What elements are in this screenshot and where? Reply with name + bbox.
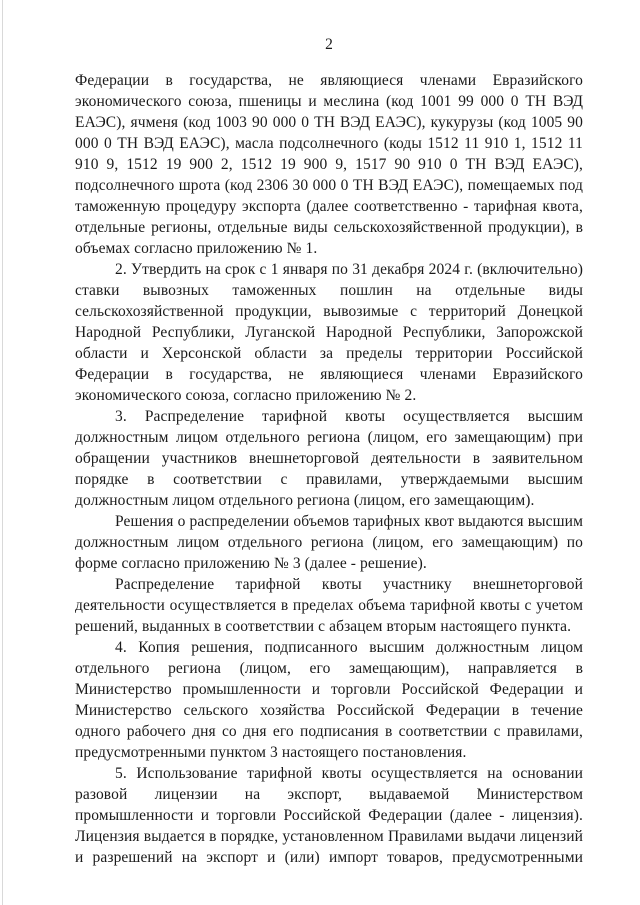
paragraph: 4. Копия решения, подписанного высшим должностным лицом отдельного региона (лицом, его замещающим), направляется в Министерство промышленности и торговли Российской Федерации и Министерство сельского хозяйства Российской Федерации в течение одного рабочего дня со дня его подписания в соответствии с правилами, предусмотренными пунктом 3 настоящего постановления.: [75, 639, 583, 761]
paragraph: 2. Утвердить на срок с 1 января по 31 декабря 2024 г. (включительно) ставки вывозных таможенных пошлин на отдельные виды сельскохозяйственной продукции, вывозимые с территорий Донецкой Народной Республики, Луганской Народной Республики, Запорожской области и Херсонской области за пределы территории Российской Федерации в государства, не являющиеся членами Евразийского экономического союза, согласно приложению № 2.: [75, 261, 583, 404]
paragraph: Решения о распределении объемов тарифных квот выдаются высшим должностным лицом отдельного региона (лицом, его замещающим) по форме согласно приложению № 3 (далее - решение).: [75, 513, 583, 572]
paragraph: Распределение тарифной квоты участнику внешнеторговой деятельности осуществляется в пределах объема тарифной квоты с учетом решений, выданных в соответствии с абзацем вторым настоящего пункта.: [75, 576, 583, 635]
document-body: [75, 70, 583, 868]
scan-edge-line: [2, 0, 3, 905]
paragraph: 3. Распределение тарифной квоты осуществляется высшим должностным лицом отдельного региона (лицом, его замещающим) при обращении участников внешнеторговой деятельности в заявительном порядке в соответствии с правилами, утверждаемыми высшим должностным лицом отдельного региона (лицом, его замещающим).: [75, 408, 583, 509]
paragraph: Федерации в государства, не являющиеся членами Евразийского экономического союза, пшеницы и меслина (код 1001 99 000 0 ТН ВЭД ЕАЭС), ячменя (код 1003 90 000 0 ТН ВЭД ЕАЭС), кукурузы (код 1005 90 000 0 ТН ВЭД ЕАЭС), масла подсолнечного (коды 1512 11 910 1, 1512 11 910 9, 1512 19 900 2, 1512 19 900 9, 1517 90 910 0 ТН ВЭД ЕАЭС), подсолнечного шрота (код 2306 30 000 0 ТН ВЭД ЕАЭС), помещаемых под таможенную процедуру экспорта (далее соответственно - тарифная квота, отдельные регионы, отдельные виды сельскохозяйственной продукции), в объемах согласно приложению № 1.: [75, 72, 583, 257]
paragraph: 5. Использование тарифной квоты осуществляется на основании разовой лицензии на экспорт, выдаваемой Министерством промышленности и торговли Российской Федерации (далее - лицензия). Лицензия выдается в порядке, установленном Правилами выдачи лицензий и разрешений на экспорт и (или) импорт товаров, предусмотренными: [75, 765, 583, 866]
page-number: 2: [325, 36, 333, 53]
